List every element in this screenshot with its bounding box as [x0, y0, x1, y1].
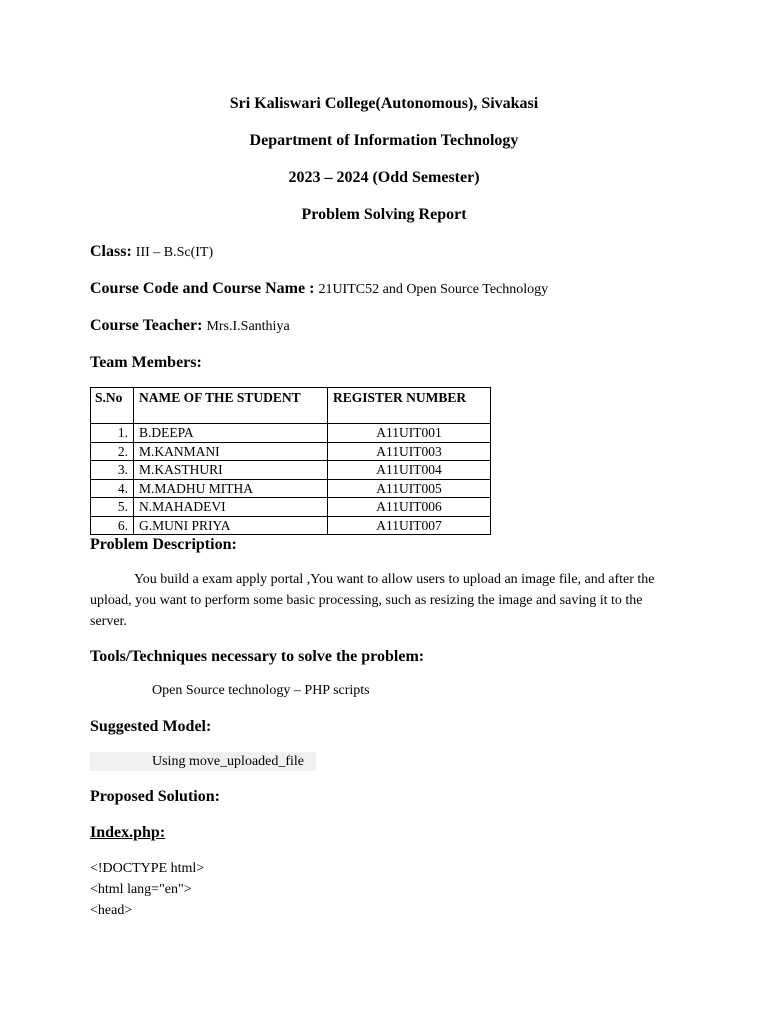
table-row: [91, 424, 491, 443]
course-label: Course Code and Course Name :: [90, 280, 315, 297]
row-register-number: A11UIT001: [328, 424, 491, 443]
teacher-label: Course Teacher:: [90, 317, 203, 334]
row-sno: 3.: [91, 461, 134, 480]
row-register-number: A11UIT004: [328, 461, 491, 480]
row-register-number: A11UIT006: [328, 498, 491, 517]
problem-description-body: You build a exam apply portal ,You want to allow users to upload an image file, and after the upload, you want to perform some basic processing, such as resizing the image and saving it to the server.: [90, 572, 655, 629]
row-student-name: G.MUNI PRIYA: [134, 516, 328, 535]
suggested-model-heading: Suggested Model:: [90, 718, 212, 735]
suggested-model-text: Using move_uploaded_file: [152, 754, 305, 769]
college-name: Sri Kaliswari College(Autonomous), Sivakasi: [229, 95, 539, 112]
row-student-name: B.DEEPA: [134, 424, 328, 443]
table-row: [91, 479, 491, 498]
index-php-heading: Index.php:: [90, 824, 166, 841]
row-sno: 1.: [91, 424, 134, 443]
class-value: III – B.Sc(IT): [135, 245, 214, 260]
column-header-name: NAME OF THE STUDENT: [134, 388, 328, 424]
row-sno: 6.: [91, 516, 134, 535]
class-line: [90, 242, 213, 263]
problem-description-heading: Problem Description:: [90, 536, 237, 553]
row-sno: 5.: [91, 498, 134, 517]
course-line: [90, 279, 548, 300]
code-line: <head>: [90, 903, 133, 918]
teacher-line: [90, 316, 290, 337]
row-student-name: N.MAHADEVI: [134, 498, 328, 517]
problem-description-text: [90, 569, 670, 632]
row-register-number: A11UIT003: [328, 442, 491, 461]
row-register-number: A11UIT005: [328, 479, 491, 498]
tools-text: Open Source technology – PHP scripts: [152, 683, 370, 698]
semester-line: 2023 – 2024 (Odd Semester): [288, 169, 480, 186]
team-members-table: [90, 387, 491, 535]
table-row: [91, 516, 491, 535]
report-title: Problem Solving Report: [301, 206, 467, 223]
table-row: [91, 498, 491, 517]
column-header-register: REGISTER NUMBER: [328, 388, 491, 424]
code-line: <!DOCTYPE html>: [90, 861, 205, 876]
row-sno: 4.: [91, 479, 134, 498]
course-value: 21UITC52 and Open Source Technology: [318, 282, 549, 297]
class-label: Class:: [90, 243, 132, 260]
table-header-row: [91, 388, 491, 424]
column-header-sno: S.No: [91, 388, 134, 424]
code-line: <html lang="en">: [90, 882, 192, 897]
table-row: [91, 461, 491, 480]
table-row: [91, 442, 491, 461]
department-name: Department of Information Technology: [249, 132, 519, 149]
row-student-name: M.KASTHURI: [134, 461, 328, 480]
row-sno: 2.: [91, 442, 134, 461]
row-student-name: M.MADHU MITHA: [134, 479, 328, 498]
row-student-name: M.KANMANI: [134, 442, 328, 461]
row-register-number: A11UIT007: [328, 516, 491, 535]
proposed-solution-heading: Proposed Solution:: [90, 788, 220, 805]
team-members-heading: Team Members:: [90, 354, 202, 371]
teacher-value: Mrs.I.Santhiya: [206, 319, 290, 334]
tools-heading: Tools/Techniques necessary to solve the problem:: [90, 648, 425, 665]
